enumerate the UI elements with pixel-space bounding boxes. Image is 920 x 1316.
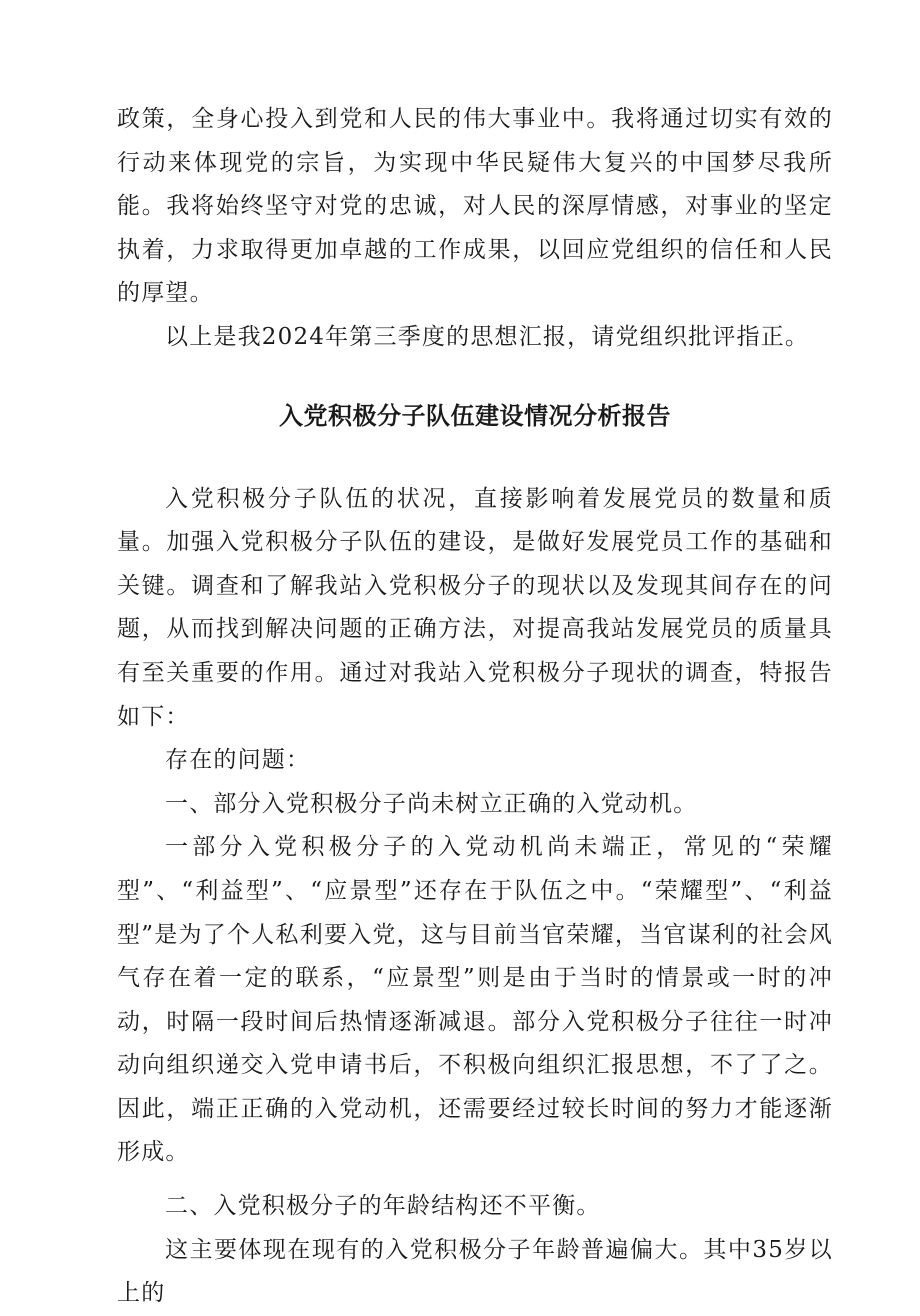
continuation-paragraph: 政策，全身心投入到党和人民的伟大事业中。我将通过切实有效的行动来体现党的宗旨，为实现中华民疑伟大复兴的中国梦尽我所能。我将始终坚守对党的忠诚，对人民的深厚情感，对事业的坚定执着，力求取得更加卓越的工作成果，以回应党组织的信任和人民的厚望。 (117, 106, 833, 307)
document-page (117, 98, 833, 1316)
report-title: 入党积极分子队伍建设情况分析报告 (279, 401, 671, 430)
section-1-body: 一部分入党积极分子的入党动机尚未端正，常见的“荣耀型”、“利益型”、“应景型”还存在于队伍之中。“荣耀型”、“利益型”是为了个人私利要入党，这与目前当官荣耀，当官谋利的社会风气存在着一定的联系，“应景型”则是由于当时的情景或一时的冲动，时隔一段时间后热情逐渐减退。部分入党积极分子往往一时冲动向组织递交入党申请书后，不积极向组织汇报思想，不了了之。因此，端正正确的入党动机，还需要经过较长时间的努力才能逐渐形成。 (117, 834, 833, 1166)
section-2-heading: 二、入党积极分子的年龄结构还不平衡。 (165, 1193, 601, 1220)
intro-paragraph: 入党积极分子队伍的状况，直接影响着发展党员的数量和质量。加强入党积极分子队伍的建设，是做好发展党员工作的基础和关键。调查和了解我站入党积极分子的现状以及发现其间存在的问题，从而找到解决问题的正确方法，对提高我站发展党员的质量具有至关重要的作用。通过对我站入党积极分子现状的调查，特报告如下： (117, 485, 833, 730)
problems-heading: 存在的问题： (165, 747, 311, 774)
section-2-body: 这主要体现在现有的入党积极分子年龄普遍偏大。其中35岁以上的 (117, 1236, 833, 1307)
closing-paragraph: 以上是我2024年第三季度的思想汇报，请党组织批评指正。 (165, 323, 810, 350)
section-1-heading: 一、部分入党积极分子尚未树立正确的入党动机。 (165, 790, 698, 817)
